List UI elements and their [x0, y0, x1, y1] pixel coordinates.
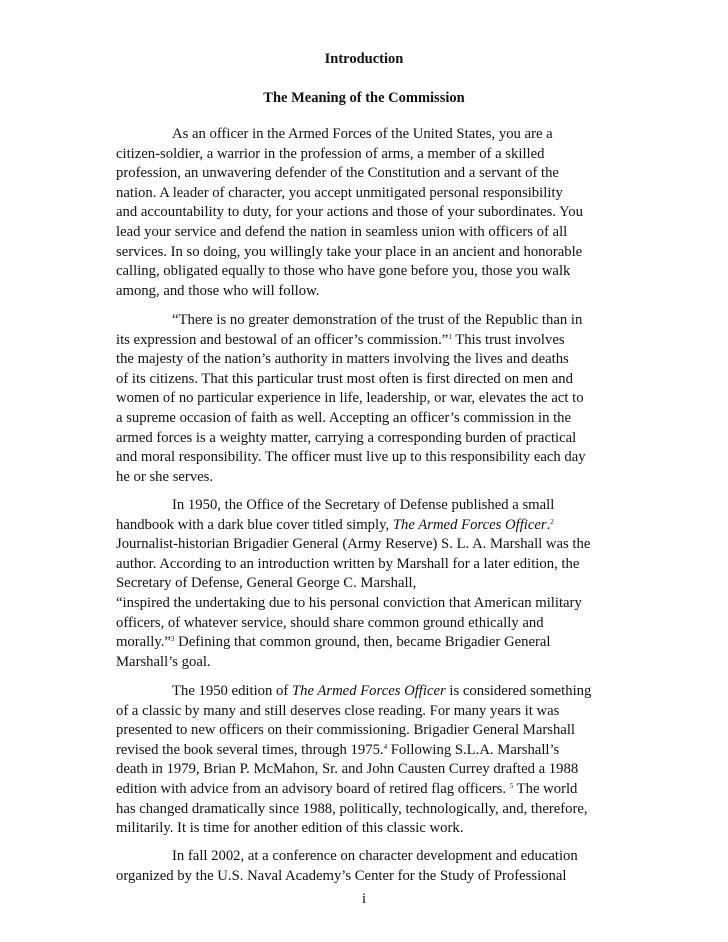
text-line [116, 370, 616, 390]
text-line [116, 780, 616, 800]
text-run: militarily. It is time for another edition of this classic work. [116, 820, 464, 837]
text-run: and moral responsibility. The officer must live up to this responsibility each day [116, 449, 586, 466]
text-run: This trust involves [451, 331, 565, 348]
text-line [116, 145, 616, 165]
text-run: a supreme occasion of faith as well. Accepting an officer’s commission in the [116, 409, 572, 426]
book-title: The Armed Forces Officer [291, 683, 446, 699]
text-run: edition with advice from an advisory board of retired flag officers. [116, 780, 510, 797]
text-run: and accountability to duty, for your actions and those of your subordinates. You [116, 204, 583, 221]
book-title: The Armed Forces Officer [392, 516, 547, 533]
footnote-marker: 1 [448, 332, 452, 341]
text-run: author. According to an introduction written by Marshall for a later edition, the [116, 555, 580, 572]
text-line [116, 682, 616, 702]
text-run: In 1950, the Office of the Secretary of Defense published a small [172, 497, 555, 513]
text-line [116, 516, 616, 536]
text-line [116, 633, 616, 653]
text-run: death in 1979, Brian P. McMahon, Sr. and John Causten Currey drafted a 1988 [116, 761, 579, 778]
text-run: “inspired the undertaking due to his personal conviction that American military [116, 594, 582, 611]
text-run: of its citizens. That this particular trust most often is first directed on men and [116, 370, 573, 387]
text-run: . [546, 516, 551, 533]
text-run: profession, an unwavering defender of the Constitution and a servant of the [116, 165, 559, 182]
text-line [116, 468, 616, 488]
text-line [116, 535, 616, 555]
text-line [116, 223, 616, 243]
text-run: officers, of whatever service, should share common ground ethically and [116, 614, 544, 631]
text-run: among, and those who will follow. [116, 282, 320, 299]
text-run: has changed dramatically since 1988, politically, technologically, and, therefore, [116, 800, 588, 817]
text-line [116, 203, 616, 223]
text-run: presented to new officers on their commissioning. Brigadier General Marshall [116, 722, 575, 739]
text-run: women of no particular experience in life, leadership, or war, elevates the act to [116, 390, 584, 407]
text-run: of a classic by many and still deserves close reading. For many years it was [116, 702, 560, 719]
text-run: citizen-soldier, a warrior in the profession of arms, a member of a skilled [116, 145, 545, 162]
text-run: handbook with a dark blue cover titled simply, [116, 516, 393, 533]
text-line [116, 262, 616, 282]
text-run: Marshall’s goal. [116, 653, 211, 670]
text-run: Following S.L.A. Marshall’s [387, 741, 560, 758]
text-line [116, 243, 616, 263]
text-line [116, 331, 616, 351]
text-line [116, 741, 616, 761]
text-run: The 1950 edition of [172, 683, 292, 699]
text-line [116, 721, 616, 741]
text-line [116, 847, 616, 867]
text-run: As an officer in the Armed Forces of the United States, you are a [172, 126, 553, 142]
page-number: i [361, 891, 367, 907]
text-run: services. In so doing, you willingly take your place in an ancient and honorable [116, 243, 583, 260]
text-run: its expression and bestowal of an officer’s commission.” [116, 331, 449, 348]
text-run: he or she serves. [116, 468, 214, 485]
text-line [116, 653, 616, 673]
paragraph-4 [116, 682, 616, 839]
text-run: is considered something [445, 683, 592, 699]
text-run: morally.” [116, 634, 171, 651]
footnote-marker: 2 [550, 517, 554, 526]
text-line [116, 867, 616, 887]
text-run: organized by the U.S. Naval Academy’s Center for the Study of Professional [116, 867, 567, 884]
text-line [116, 389, 616, 409]
paragraph-2 [116, 311, 616, 487]
text-line [116, 614, 616, 634]
footnote-marker: 4 [383, 742, 388, 751]
text-line [116, 311, 616, 331]
text-line [116, 429, 616, 449]
text-line [116, 184, 616, 204]
section-title: The Meaning of the Commission [263, 90, 465, 106]
footnote-marker: 5 [509, 781, 514, 790]
text-line [116, 409, 616, 429]
text-run: Defining that common ground, then, became Brigadier General [174, 634, 551, 651]
footnote-marker: 3 [170, 635, 175, 644]
text-line [116, 350, 616, 370]
text-run: lead your service and defend the nation in seamless union with officers of all [116, 223, 568, 240]
text-run: armed forces is a weighty matter, carrying a corresponding burden of practical [116, 429, 577, 446]
text-line [116, 496, 616, 516]
paragraph-5 [116, 847, 616, 886]
text-run: the majesty of the nation’s authority in matters involving the lives and deaths [116, 351, 569, 368]
text-run: In fall 2002, at a conference on character development and education [172, 848, 578, 864]
text-line [116, 594, 616, 614]
text-run: calling, obligated equally to those who have gone before you, those you walk [116, 263, 571, 280]
paragraph-3 [116, 496, 616, 672]
text-line [116, 702, 616, 722]
text-line [116, 800, 616, 820]
text-line [116, 164, 616, 184]
text-run: Secretary of Defense, General George C. Marshall, [116, 575, 417, 592]
text-line [116, 448, 616, 468]
text-line [116, 819, 616, 839]
text-run: Journalist-historian Brigadier General (Army Reserve) S. L. A. Marshall was the [116, 536, 591, 553]
text-run: “There is no greater demonstration of the trust of the Republic than in [172, 312, 583, 328]
page-title: Introduction [324, 51, 404, 67]
text-run: nation. A leader of character, you accept unmitigated personal responsibility [116, 184, 563, 201]
text-line [116, 282, 616, 302]
text-line [116, 760, 616, 780]
text-run: The world [513, 780, 578, 797]
text-run: revised the book several times, through 1975. [116, 741, 384, 758]
text-line [116, 555, 616, 575]
text-line [116, 574, 616, 594]
paragraph-1 [116, 125, 616, 301]
text-line [116, 125, 616, 145]
